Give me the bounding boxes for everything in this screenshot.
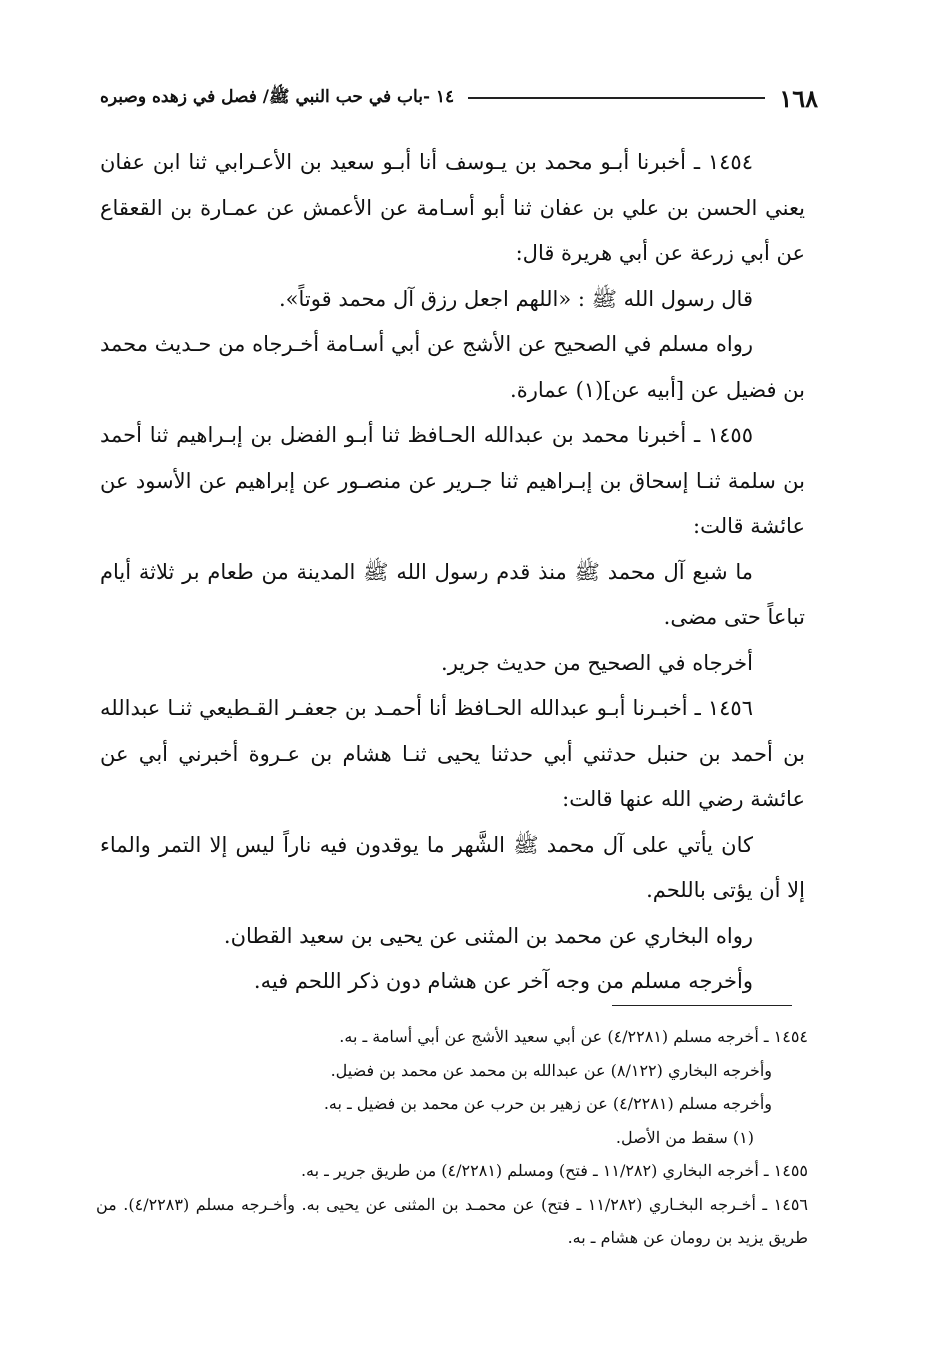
footnote-1454-bukhari: وأخرجه البخاري (٨/١٢٢) عن عبدالله بن محمد عن محمد بن فضيل. (330, 1060, 772, 1080)
footnote-1454: ١٤٥٤ ـ أخرجه مسلم (٤/٢٢٨١) عن أبي سعيد الأشج عن أبي أسامة ـ به. (339, 1027, 808, 1046)
footnote-note-1: (١) سقط من الأصل. (615, 1127, 754, 1147)
main-text (100, 140, 805, 1005)
running-header (100, 82, 818, 114)
paragraph-hadith-1454-matn: قال رسول الله ﷺ : «اللهم اجعل رزق آل محمد قوتاً». (278, 286, 753, 311)
header-rule (468, 97, 765, 99)
footnote-1456: ١٤٥٦ ـ أخـرجه البخـاري (١١/٢٨٢ ـ فتح) عن محمـد بن المثنى عن يحيى به. وأخـرجه مسلم (٤/٢٢٨٣). من طريق يزيد بن رومان عن هشام ـ به. (96, 1194, 808, 1247)
paragraph-hadith-1456-takhrij-1: رواه البخاري عن محمد بن المثنى عن يحيى بن سعيد القطان. (223, 923, 753, 948)
footnote-1455: ١٤٥٥ ـ أخرجه البخاري (١١/٢٨٢ ـ فتح) ومسلم (٤/٢٢٨١) من طريق جرير ـ به. (300, 1161, 808, 1180)
paragraph-hadith-1454-takhrij: رواه مسلم في الصحيح عن الأشج عن أبي أسـامة أخـرجاه من حـديث محمد بن فضيل عن [أبيه عن](١) عمارة. (100, 332, 805, 402)
page-number: ١٦٨ (779, 83, 818, 113)
footnote-1454-muslim: وأخرجه مسلم (٤/٢٢٨١) عن زهير بن حرب عن محمد بن فضيل ـ به. (323, 1094, 772, 1113)
paragraph-hadith-1455: ١٤٥٥ ـ أخبرنا محمد بن عبدالله الحـافظ ثنا أبـو الفضل بن إبـراهيم ثنا أحمد بن سلمة ثنـا إسحاق بن إبـراهيم ثنا جـرير عن منصـور عن إبراهيم عن الأسود عن عائشة قالت: (100, 423, 805, 538)
paragraph-hadith-1455-matn: ما شبع آل محمد ﷺ منذ قدم رسول الله ﷺ المدينة من طعام بر ثلاثة أيام تباعاً حتى مضى. (100, 559, 805, 629)
footnote-separator (612, 1005, 792, 1006)
paragraph-hadith-1456-takhrij-2: وأخرجه مسلم من وجه آخر عن هشام دون ذكر اللحم فيه. (253, 969, 753, 993)
paragraph-hadith-1456: ١٤٥٦ ـ أخبـرنا أبـو عبدالله الحـافظ أنا أحمـد بن جعفـر القـطيعي ثنـا عبدالله بن أحمد بن حنبل حدثني أبي حدثنا يحيى ثنـا هشام بن عـروة أخبرني أبي عن عائشة رضي الله عنها قالت: (100, 696, 805, 811)
paragraph-hadith-1455-takhrij: أخرجاه في الصحيح من حديث جرير. (441, 650, 753, 675)
paragraph-hadith-1454: ١٤٥٤ ـ أخبرنا أبـو محمد بن يـوسف أنا أبـو سعيد بن الأعـرابي ثنا ابن عفان يعني الحسن بن علي بن عفان ثنا أبو أسـامة عن الأعمش عن عمـارة بن القعقاع عن أبي زرعة عن أبي هريرة قال: (100, 150, 805, 265)
paragraph-hadith-1456-matn: كان يأتي على آل محمد ﷺ الشَّهر ما يوقدون فيه ناراً ليس إلا التمر والماء إلا أن يؤتى باللحم. (100, 832, 805, 902)
running-title: ١٤ -باب في حب النبي ﷺ/ فصل في زهده وصبره (100, 86, 455, 107)
footnotes (96, 1020, 808, 1255)
